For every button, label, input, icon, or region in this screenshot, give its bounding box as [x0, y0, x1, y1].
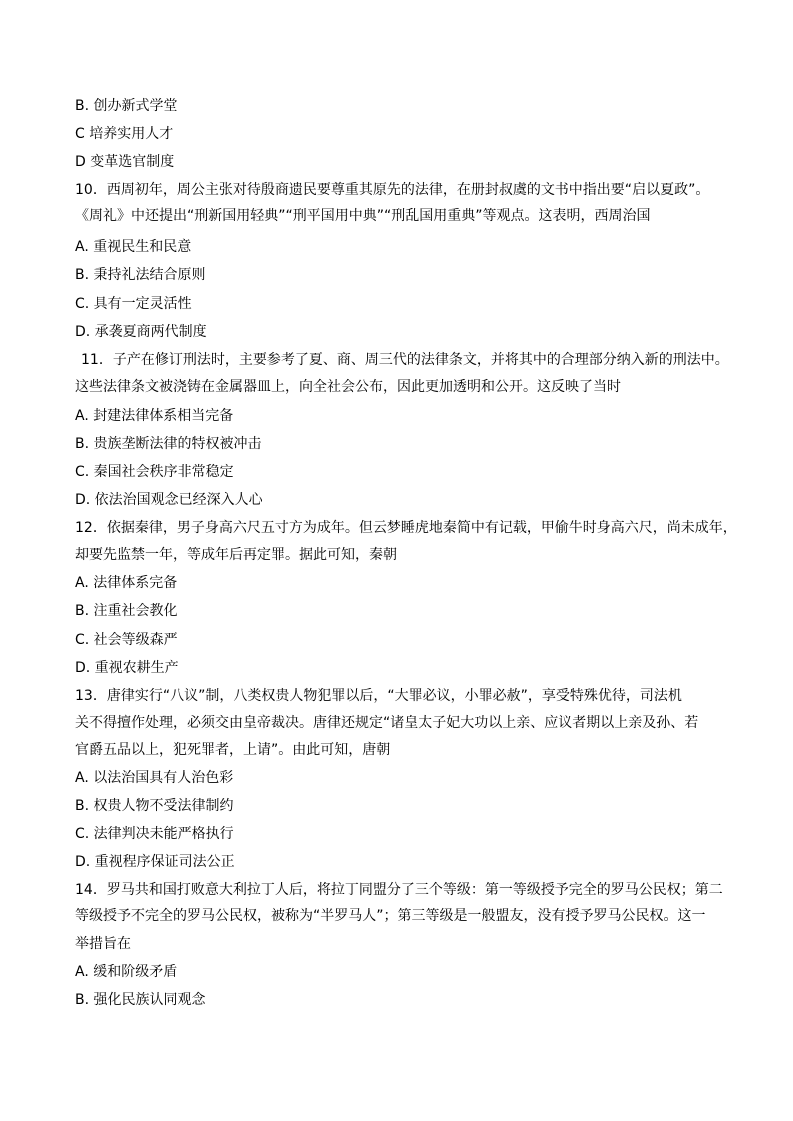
question-12-line-1: 12．依据秦律，男子身高六尺五寸方为成年。但云梦睡虎地秦简中有记载，甲偷牛时身高六尺，尚未成年，: [75, 520, 737, 536]
option-d-q10: D. 承袭夏商两代制度: [75, 324, 207, 340]
question-13-line-1: 13．唐律实行“八议”制，八类权贵人物犯罪以后，“大罪必议，小罪必赦”，享受特殊优待，司法机: [75, 688, 682, 704]
question-12-line-2: 却要先监禁一年，等成年后再定罪。据此可知，秦朝: [75, 547, 397, 563]
option-a-q10: A. 重视民生和民意: [75, 239, 192, 255]
option-c-q13: C. 法律判决未能严格执行: [75, 826, 234, 842]
option-a-q14: A. 缓和阶级矛盾: [75, 964, 178, 980]
option-b-q13: B. 权贵人物不受法律制约: [75, 798, 234, 814]
question-14-line-2: 等级授予不完全的罗马公民权，被称为“半罗马人”；第三等级是一般盟友，没有授予罗马公民权。这一: [75, 908, 706, 924]
option-d-q9: D 变革选官制度: [75, 154, 175, 170]
option-b-q12: B. 注重社会教化: [75, 603, 178, 619]
option-b-q11: B. 贵族垄断法律的特权被冲击: [75, 436, 262, 452]
option-d-q11: D. 依法治国观念已经深入人心: [75, 492, 263, 508]
option-a-q13: A. 以法治国具有人治色彩: [75, 770, 234, 786]
option-c-q9: C 培养实用人才: [75, 126, 174, 142]
question-14-line-1: 14．罗马共和国打败意大利拉丁人后，将拉丁同盟分了三个等级：第一等级授予完全的罗马公民权；第二: [75, 882, 723, 898]
option-b-q14: B. 强化民族认同观念: [75, 992, 206, 1008]
option-a-q12: A. 法律体系完备: [75, 575, 178, 591]
option-c-q12: C. 社会等级森严: [75, 632, 178, 648]
option-d-q12: D. 重视农耕生产: [75, 660, 179, 676]
question-13-line-3: 官爵五品以上，犯死罪者，上请”。由此可知，唐朝: [75, 742, 391, 758]
question-11-line-2: 这些法律条文被浇铸在金属器皿上，向全社会公布，因此更加透明和公开。这反映了当时: [75, 379, 621, 395]
question-14-line-3: 举措旨在: [75, 936, 131, 952]
option-b-q9: B. 创办新式学堂: [75, 98, 178, 114]
option-c-q11: C. 秦国社会秩序非常稳定: [75, 464, 234, 480]
question-11-line-1: 11．子产在修订刑法时，主要参考了夏、商、周三代的法律条文，并将其中的合理部分纳入新的刑法中。: [81, 352, 729, 368]
option-c-q10: C. 具有一定灵活性: [75, 296, 192, 312]
question-10-line-2: 《周礼》中还提出“刑新国用轻典”“刑平国用中典”“刑乱国用重典”等观点。这表明，西周治国: [75, 208, 651, 224]
option-d-q13: D. 重视程序保证司法公正: [75, 854, 235, 870]
option-b-q10: B. 秉持礼法结合原则: [75, 267, 206, 283]
option-a-q11: A. 封建法律体系相当完备: [75, 408, 234, 424]
question-13-line-2: 关不得擅作处理，必须交由皇帝裁决。唐律还规定“诸皇太子妃大功以上亲、应议者期以上亲及孙、若: [75, 715, 699, 731]
question-10-line-1: 10．西周初年，周公主张对待殷商遗民要尊重其原先的法律，在册封叔虞的文书中指出要“启以夏政”。: [75, 182, 710, 198]
